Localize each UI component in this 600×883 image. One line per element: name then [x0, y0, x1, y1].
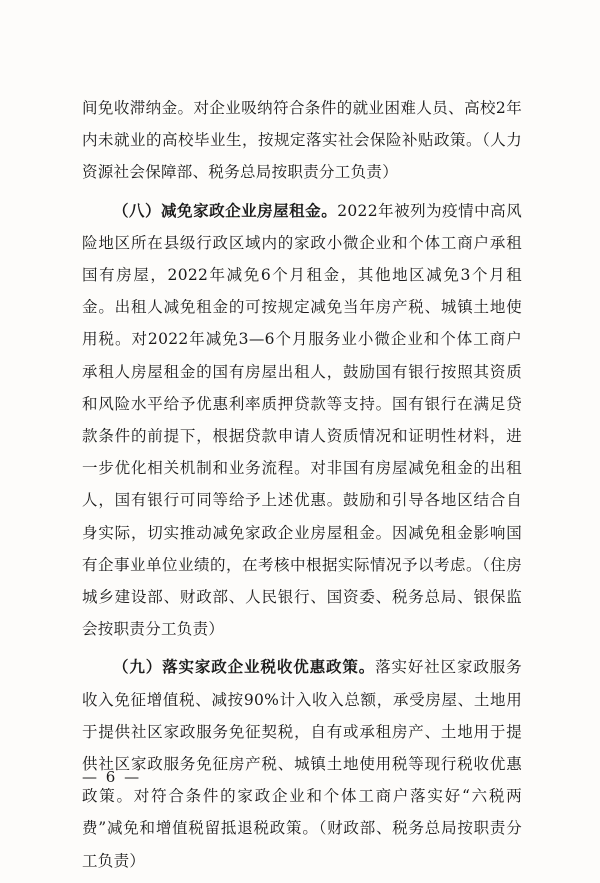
paragraph-text: 落实好社区家政服务收入免征增值税、减按90%计入收入总额，承受房屋、土地用于提供社区家政服务免征契税，自有或承租房产、土地用于提供社区家政服务免征房产税、城镇土地使用税等现行税收优惠政策。对符合条件的家政企业和个体工商户落实好“六税两费”减免和增值税留抵退税政策。（财政部、税务总局按职责分工负责） — [82, 658, 522, 870]
paragraph-text: 2022年被列为疫情中高风险地区所在县级行政区域内的家政小微企业和个体工商户承租国有房屋，2022年减免6个月租金，其他地区减免3个月租金。出租人减免租金的可按规定减免当年房产税、城镇土地使用税。对2022年减免3—6个月服务业小微企业和个体工商户承租人房屋租金的国有房屋出租人，鼓励国有银行按照其资质和风险水平给予优惠利率质押贷款等支持。国有银行在满足贷款条件的前提下，根据贷款申请人资质情况和证明性材料，进一步优化相关机制和业务流程。对非国有房屋减免租金的出租人，国有银行可同等给予上述优惠。鼓励和引导各地区结合自身实际，切实推动减免家政企业房屋租金。因减免租金影响国有企事业单位业绩的，在考核中根据实际情况予以考虑。（住房城乡建设部、财政部、人民银行、国资委、税务总局、银保监会按职责分工负责） — [82, 201, 522, 639]
document-body — [82, 92, 522, 883]
paragraph-text: 间免收滞纳金。对企业吸纳符合条件的就业困难人员、高校2年内未就业的高校毕业生，按规定落实社会保险补贴政策。（人力资源社会保障部、税务总局按职责分工负责） — [82, 99, 522, 182]
paragraph-section-9 — [82, 651, 522, 876]
paragraph-section-8 — [82, 195, 522, 646]
paragraph-continuation — [82, 92, 522, 189]
section-heading: （八）减免家政企业房屋租金。 — [113, 200, 338, 220]
section-heading: （九）落实家政企业税收优惠政策。 — [113, 657, 376, 677]
page-number: — 6 — — [82, 768, 142, 786]
